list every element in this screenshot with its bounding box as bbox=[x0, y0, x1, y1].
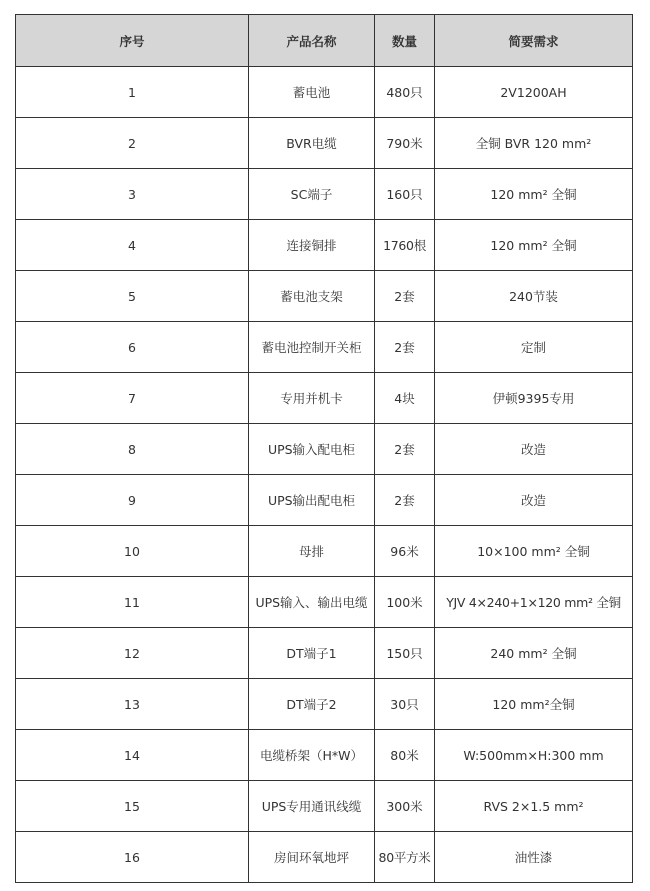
cell-index: 13 bbox=[16, 679, 249, 730]
cell-quantity: 30只 bbox=[375, 679, 435, 730]
header-requirement: 简要需求 bbox=[435, 15, 633, 67]
cell-index: 6 bbox=[16, 322, 249, 373]
cell-quantity: 96米 bbox=[375, 526, 435, 577]
cell-requirement: 油性漆 bbox=[435, 832, 633, 883]
cell-requirement: 2V1200AH bbox=[435, 67, 633, 118]
header-product-name: 产品名称 bbox=[249, 15, 375, 67]
cell-requirement: 改造 bbox=[435, 424, 633, 475]
cell-product-name: 房间环氧地坪 bbox=[249, 832, 375, 883]
table-row bbox=[16, 832, 633, 883]
cell-quantity: 1760根 bbox=[375, 220, 435, 271]
cell-product-name: DT端子2 bbox=[249, 679, 375, 730]
cell-index: 4 bbox=[16, 220, 249, 271]
cell-index: 3 bbox=[16, 169, 249, 220]
cell-index: 5 bbox=[16, 271, 249, 322]
cell-index: 14 bbox=[16, 730, 249, 781]
cell-product-name: 连接铜排 bbox=[249, 220, 375, 271]
cell-quantity: 100米 bbox=[375, 577, 435, 628]
cell-index: 10 bbox=[16, 526, 249, 577]
cell-index: 8 bbox=[16, 424, 249, 475]
cell-quantity: 2套 bbox=[375, 271, 435, 322]
table-row bbox=[16, 679, 633, 730]
cell-index: 11 bbox=[16, 577, 249, 628]
table-row bbox=[16, 628, 633, 679]
header-quantity: 数量 bbox=[375, 15, 435, 67]
table-body bbox=[16, 67, 633, 883]
cell-product-name: UPS输出配电柜 bbox=[249, 475, 375, 526]
cell-quantity: 4块 bbox=[375, 373, 435, 424]
cell-product-name: DT端子1 bbox=[249, 628, 375, 679]
cell-index: 12 bbox=[16, 628, 249, 679]
table-row bbox=[16, 118, 633, 169]
cell-requirement: 240节装 bbox=[435, 271, 633, 322]
cell-requirement: 全铜 BVR 120 mm² bbox=[435, 118, 633, 169]
cell-index: 15 bbox=[16, 781, 249, 832]
cell-quantity: 160只 bbox=[375, 169, 435, 220]
cell-quantity: 480只 bbox=[375, 67, 435, 118]
table-row bbox=[16, 322, 633, 373]
cell-requirement: 240 mm² 全铜 bbox=[435, 628, 633, 679]
table-row bbox=[16, 475, 633, 526]
cell-requirement: 10×100 mm² 全铜 bbox=[435, 526, 633, 577]
cell-product-name: SC端子 bbox=[249, 169, 375, 220]
header-row bbox=[16, 15, 633, 67]
cell-requirement: 定制 bbox=[435, 322, 633, 373]
cell-requirement: 120 mm² 全铜 bbox=[435, 220, 633, 271]
table-row bbox=[16, 169, 633, 220]
cell-product-name: UPS输入、输出电缆 bbox=[249, 577, 375, 628]
cell-requirement: W:500mm×H:300 mm bbox=[435, 730, 633, 781]
table-row bbox=[16, 220, 633, 271]
table-row bbox=[16, 67, 633, 118]
cell-requirement: 120 mm² 全铜 bbox=[435, 169, 633, 220]
cell-product-name: 蓄电池 bbox=[249, 67, 375, 118]
table-header bbox=[16, 15, 633, 67]
cell-requirement: YJV 4×240+1×120 mm² 全铜 bbox=[435, 577, 633, 628]
table-row bbox=[16, 781, 633, 832]
header-index: 序号 bbox=[16, 15, 249, 67]
cell-product-name: BVR电缆 bbox=[249, 118, 375, 169]
cell-quantity: 80平方米 bbox=[375, 832, 435, 883]
table-row bbox=[16, 373, 633, 424]
cell-quantity: 2套 bbox=[375, 424, 435, 475]
cell-product-name: UPS专用通讯线缆 bbox=[249, 781, 375, 832]
cell-index: 7 bbox=[16, 373, 249, 424]
cell-quantity: 2套 bbox=[375, 322, 435, 373]
cell-index: 9 bbox=[16, 475, 249, 526]
cell-index: 2 bbox=[16, 118, 249, 169]
cell-product-name: 蓄电池支架 bbox=[249, 271, 375, 322]
cell-quantity: 300米 bbox=[375, 781, 435, 832]
cell-requirement: 120 mm²全铜 bbox=[435, 679, 633, 730]
cell-index: 16 bbox=[16, 832, 249, 883]
cell-product-name: 专用并机卡 bbox=[249, 373, 375, 424]
table-row bbox=[16, 526, 633, 577]
cell-requirement: 改造 bbox=[435, 475, 633, 526]
cell-quantity: 150只 bbox=[375, 628, 435, 679]
cell-quantity: 2套 bbox=[375, 475, 435, 526]
cell-product-name: 母排 bbox=[249, 526, 375, 577]
table-row bbox=[16, 730, 633, 781]
table-row bbox=[16, 271, 633, 322]
table-row bbox=[16, 577, 633, 628]
spec-table bbox=[15, 14, 633, 883]
cell-requirement: RVS 2×1.5 mm² bbox=[435, 781, 633, 832]
cell-quantity: 80米 bbox=[375, 730, 435, 781]
cell-product-name: 电缆桥架（H*W） bbox=[249, 730, 375, 781]
cell-quantity: 790米 bbox=[375, 118, 435, 169]
table-row bbox=[16, 424, 633, 475]
cell-index: 1 bbox=[16, 67, 249, 118]
cell-product-name: UPS输入配电柜 bbox=[249, 424, 375, 475]
cell-requirement: 伊顿9395专用 bbox=[435, 373, 633, 424]
cell-product-name: 蓄电池控制开关柜 bbox=[249, 322, 375, 373]
